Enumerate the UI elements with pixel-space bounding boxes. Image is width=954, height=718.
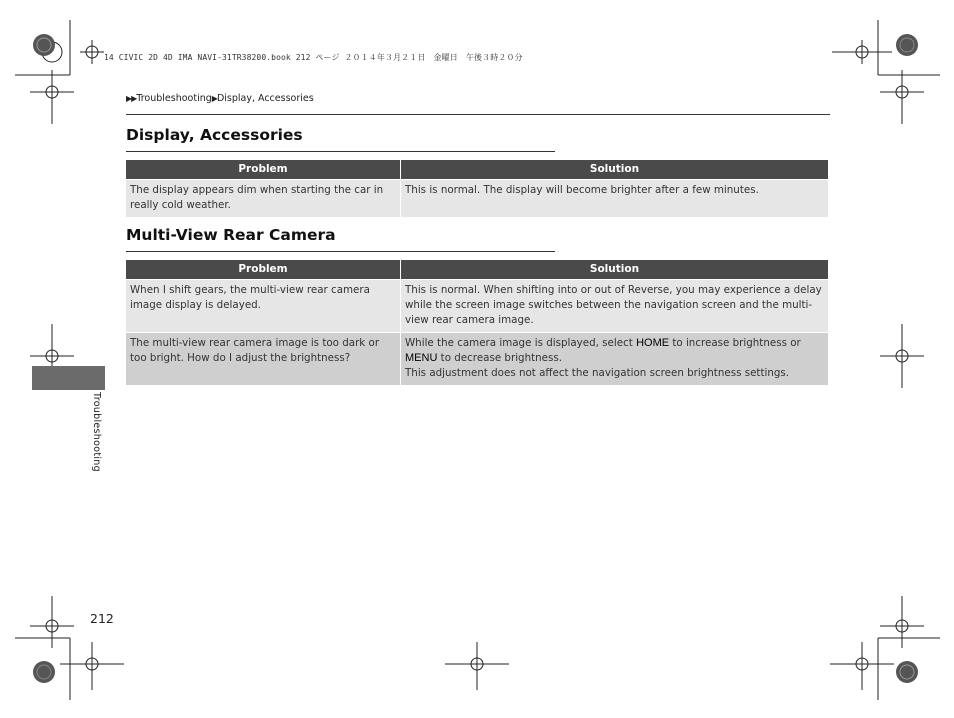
column-header-solution: Solution — [401, 260, 828, 279]
table-row — [126, 180, 828, 217]
solution-text: This adjustment does not affect the navigation screen brightness settings. — [405, 367, 790, 379]
column-header-problem: Problem — [126, 260, 400, 279]
print-info: 14 CIVIC 2D 4D IMA NAVI-31TR38200.book 212 ページ ２０１４年３月２１日 金曜日 午後３時２０分 — [104, 53, 523, 62]
solution-text: to decrease brightness. — [437, 352, 563, 364]
breadcrumb-current: Display, Accessories — [216, 93, 314, 104]
solution-cell — [401, 333, 828, 385]
table-row — [126, 280, 828, 332]
chapter-tab-label: Troubleshooting — [91, 392, 102, 472]
solution-cell: This is normal. When shifting into or out of Reverse, you may experience a delay while the screen image switches between the navigation screen and the multi-view rear camera image. — [401, 280, 828, 332]
section-rule — [126, 151, 555, 152]
rear-camera-table — [125, 259, 829, 386]
table-header-row — [126, 160, 828, 179]
table-row — [126, 333, 828, 385]
problem-cell: The multi-view rear camera image is too dark or too bright. How do I adjust the brightness? — [126, 333, 400, 385]
problem-cell: When I shift gears, the multi-view rear camera image display is delayed. — [126, 280, 400, 332]
breadcrumb-arrows-icon: ▶▶ — [126, 94, 137, 103]
column-header-problem: Problem — [126, 160, 400, 179]
section-title-display-accessories: Display, Accessories — [126, 126, 303, 144]
page-number: 212 — [90, 611, 114, 626]
problem-cell: The display appears dim when starting the car in really cold weather. — [126, 180, 400, 217]
header-rule — [126, 114, 830, 115]
display-accessories-table — [125, 159, 829, 218]
breadcrumb-link-troubleshooting[interactable]: Troubleshooting — [136, 93, 212, 104]
breadcrumb-separator-icon: ▶ — [211, 94, 217, 103]
home-button-label: HOME — [636, 337, 670, 349]
solution-text: While the camera image is displayed, select — [405, 337, 637, 349]
section-rule — [126, 251, 555, 252]
solution-text: to increase brightness or — [669, 337, 801, 349]
chapter-tab — [32, 366, 105, 390]
section-title-multi-view-rear-camera: Multi-View Rear Camera — [126, 226, 336, 244]
table-header-row — [126, 260, 828, 279]
solution-cell: This is normal. The display will become brighter after a few minutes. — [401, 180, 828, 217]
breadcrumb — [126, 93, 314, 104]
menu-button-label: MENU — [405, 352, 438, 364]
column-header-solution: Solution — [401, 160, 828, 179]
